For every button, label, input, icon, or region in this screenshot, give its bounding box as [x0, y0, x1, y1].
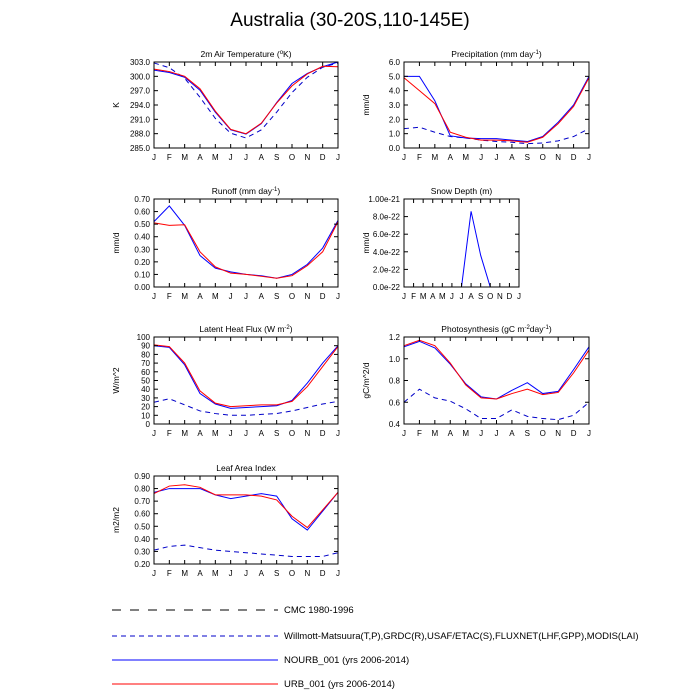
chart-title [216, 463, 276, 473]
y-tick-label: 0.00 [134, 283, 150, 292]
x-tick-label: D [570, 153, 577, 162]
x-tick-label: J [336, 292, 340, 301]
x-tick-label: M [419, 292, 427, 301]
chart-title [199, 324, 292, 334]
x-tick-label: A [447, 153, 453, 162]
y-tick-label: 285.0 [129, 144, 150, 153]
title-part: Leaf Area Index [216, 463, 276, 473]
y-tick-label: 0.40 [134, 534, 150, 544]
x-tick-label: F [416, 429, 422, 438]
x-tick-label: S [524, 153, 531, 162]
x-tick-label: M [438, 292, 446, 301]
x-tick-label: M [462, 429, 470, 438]
y-tick-label: 50 [141, 376, 150, 386]
series-line-fluxnet [404, 389, 589, 419]
x-tick-label: J [244, 292, 248, 301]
x-tick-label: O [288, 569, 296, 578]
x-tick-label: D [319, 153, 326, 162]
x-tick-label: N [496, 292, 503, 301]
page-title: Australia (30-20S,110-145E) [230, 10, 470, 31]
y-tick-label: 1.0 [388, 354, 400, 364]
series-line-willmott-matsuura [154, 63, 338, 138]
x-tick-label: J [152, 569, 156, 578]
x-tick-label: O [539, 429, 546, 438]
x-tick-label: M [181, 292, 189, 301]
title-part: Precipitation (mm day [451, 49, 534, 59]
legend-label: NOURB_001 (yrs 2006-2014) [284, 655, 410, 666]
x-tick-label: S [273, 292, 280, 301]
title-part: Runoff (mm day [211, 186, 273, 196]
chart-gpp [361, 324, 591, 438]
chart-precip [361, 49, 591, 162]
x-tick-label: A [197, 429, 203, 438]
x-tick-label: J [228, 292, 233, 301]
chart-title [212, 186, 281, 196]
y-axis-label: W/m^2 [111, 367, 121, 394]
x-tick-label: J [402, 153, 406, 162]
x-tick-label: A [509, 429, 515, 438]
x-tick-label: M [211, 153, 219, 162]
x-tick-label: F [416, 153, 422, 162]
y-tick-label: 30 [141, 393, 150, 403]
y-tick-label: 0 [145, 420, 150, 429]
title-part: Snow Depth (m) [430, 186, 493, 196]
series-line-urb-001 [154, 485, 338, 528]
x-tick-label: N [304, 429, 311, 438]
title-part: Photosynthesis (gC m [441, 324, 525, 334]
series-group [404, 340, 589, 419]
y-tick-label: 0.70 [134, 195, 150, 204]
x-tick-label: A [509, 153, 515, 162]
y-tick-label: 294.0 [129, 101, 150, 110]
y-axis-label: gC/m^2/d [361, 362, 371, 399]
x-tick-label: S [273, 429, 280, 438]
x-tick-label: F [166, 429, 172, 438]
x-tick-label: J [587, 153, 591, 162]
x-tick-label: F [166, 569, 172, 578]
series-line-nourb-001 [154, 206, 338, 278]
x-tick-label: J [517, 292, 521, 301]
x-tick-label: D [319, 292, 326, 301]
y-tick-label: 0.60 [134, 207, 150, 217]
title-part: K) [283, 49, 292, 59]
plot-frame [404, 337, 589, 424]
chart-snow [361, 186, 521, 301]
x-tick-label: M [211, 429, 219, 438]
y-tick-label: 10 [141, 411, 150, 421]
x-tick-label: J [244, 429, 248, 438]
x-tick-label: S [273, 153, 280, 162]
x-tick-label: F [411, 292, 417, 301]
x-tick-label: J [459, 292, 464, 301]
x-tick-label: J [244, 153, 248, 162]
title-part: ) [289, 324, 293, 334]
x-tick-label: J [228, 569, 233, 578]
y-tick-label: 0.70 [134, 497, 150, 507]
series-line-urb-001 [404, 78, 589, 143]
series-line-urb-001 [404, 340, 589, 399]
y-tick-label: 6.0e-22 [372, 230, 400, 240]
x-tick-label: J [587, 429, 591, 438]
series-group [154, 485, 338, 557]
x-tick-label: O [288, 153, 296, 162]
y-tick-label: 0.0 [388, 144, 400, 153]
plot-frame [154, 199, 338, 287]
y-tick-label: 3.0 [388, 101, 400, 110]
chart-title [431, 186, 493, 196]
y-tick-label: 303.0 [129, 58, 150, 67]
x-tick-label: J [494, 429, 499, 438]
y-axis-label: mm/d [361, 232, 371, 254]
title-superscript: -2 [524, 325, 530, 331]
title-part: ) [538, 49, 542, 59]
title-part: ) [548, 324, 552, 334]
chart-title [441, 324, 552, 334]
y-tick-label: 1.2 [388, 333, 400, 342]
x-tick-label: A [468, 292, 474, 301]
series-line-urb-001 [154, 222, 338, 279]
y-tick-label: 0.30 [134, 245, 150, 255]
x-tick-label: N [304, 153, 311, 162]
x-tick-label: A [258, 153, 265, 162]
x-tick-label: D [319, 429, 326, 438]
x-tick-label: N [555, 429, 562, 438]
y-tick-label: 2.0e-22 [372, 265, 400, 275]
x-tick-label: J [402, 429, 406, 438]
y-tick-label: 0.60 [134, 509, 150, 519]
x-tick-label: J [336, 569, 340, 578]
series-group [154, 62, 338, 138]
y-tick-label: 20 [141, 402, 150, 412]
y-tick-label: 0.8 [388, 376, 400, 386]
plot-frame [404, 62, 589, 148]
x-tick-label: A [197, 153, 203, 162]
title-superscript: o [279, 50, 284, 56]
x-tick-label: N [304, 569, 311, 578]
x-tick-label: M [462, 153, 470, 162]
title-part: ) [277, 186, 281, 196]
y-tick-label: 80 [141, 350, 150, 360]
series-line-nourb-001 [404, 341, 589, 399]
x-tick-label: A [258, 569, 265, 578]
title-superscript: -1 [543, 325, 549, 331]
x-tick-label: J [449, 292, 454, 301]
chart-title [451, 49, 542, 59]
legend-label: URB_001 (yrs 2006-2014) [284, 679, 395, 690]
x-tick-label: J [402, 292, 406, 301]
x-tick-label: M [431, 153, 439, 162]
y-axis-label: m2/m2 [111, 507, 121, 533]
y-tick-label: 291.0 [129, 115, 150, 125]
y-tick-label: 0.50 [134, 522, 150, 532]
y-tick-label: 300.0 [129, 72, 150, 82]
legend-label: Willmott-Matsuura(T,P),GRDC(R),USAF/ETAC(S),FLUXNET(LHF,GPP),MODIS(LAI) [284, 631, 639, 642]
y-tick-label: 8.0e-22 [372, 212, 400, 222]
chart-lai [111, 463, 340, 578]
y-tick-label: 288.0 [129, 129, 150, 139]
chart-lhf [111, 324, 340, 438]
chart-temp [111, 49, 340, 162]
title-part: Latent Heat Flux (W m [199, 324, 285, 334]
series-line-nourb-001 [154, 346, 338, 409]
x-tick-label: F [166, 292, 172, 301]
x-tick-label: A [430, 292, 436, 301]
x-tick-label: O [487, 292, 494, 301]
x-tick-label: J [152, 429, 156, 438]
title-part: 2m Air Temperature ( [200, 49, 280, 59]
x-tick-label: M [211, 569, 219, 578]
y-tick-label: 0.20 [134, 560, 150, 569]
y-tick-label: 40 [141, 385, 150, 395]
title-superscript: -2 [284, 325, 290, 331]
title-part: day [529, 324, 544, 334]
x-tick-label: S [524, 429, 531, 438]
y-tick-label: 0.20 [134, 257, 150, 267]
x-tick-label: J [244, 569, 248, 578]
y-tick-label: 70 [141, 359, 150, 369]
y-tick-label: 297.0 [129, 86, 150, 96]
y-tick-label: 0.4 [388, 420, 400, 429]
x-tick-label: A [258, 429, 265, 438]
y-tick-label: 6.0 [388, 58, 400, 67]
x-tick-label: S [273, 569, 280, 578]
x-tick-label: M [211, 292, 219, 301]
x-tick-label: A [258, 292, 265, 301]
x-tick-label: J [152, 292, 156, 301]
x-tick-label: J [336, 429, 340, 438]
y-tick-label: 0.10 [134, 270, 150, 280]
y-tick-label: 1.0 [388, 129, 400, 139]
plot-frame [404, 199, 519, 287]
x-tick-label: D [570, 429, 577, 438]
x-tick-label: D [506, 292, 513, 301]
plot-frame [154, 337, 338, 424]
x-tick-label: J [494, 153, 499, 162]
x-tick-label: A [197, 569, 203, 578]
x-tick-label: J [479, 429, 484, 438]
y-axis-label: mm/d [111, 232, 121, 254]
x-tick-label: J [228, 153, 233, 162]
x-tick-label: O [539, 153, 546, 162]
title-superscript: -1 [272, 187, 278, 193]
x-tick-label: J [228, 429, 233, 438]
x-tick-label: M [431, 429, 439, 438]
x-tick-label: J [336, 153, 340, 162]
y-tick-label: 4.0e-22 [372, 247, 400, 257]
series-line-nourb-001 [462, 211, 491, 287]
series-group [154, 206, 338, 278]
series-line-modis [154, 545, 338, 556]
y-tick-label: 0.30 [134, 547, 150, 557]
x-tick-label: M [181, 153, 189, 162]
y-tick-label: 0.40 [134, 232, 150, 242]
x-tick-label: J [479, 153, 484, 162]
x-tick-label: N [304, 292, 311, 301]
x-tick-label: A [197, 292, 203, 301]
chart-title [200, 49, 291, 59]
x-tick-label: M [181, 569, 189, 578]
y-tick-label: 5.0 [388, 72, 400, 82]
series-group [462, 211, 491, 287]
y-tick-label: 0.6 [388, 398, 400, 408]
y-tick-label: 2.0 [388, 115, 400, 125]
y-axis-label: K [111, 102, 121, 108]
legend [0, 596, 700, 696]
y-axis-label: mm/d [361, 94, 371, 116]
series-group [154, 345, 338, 415]
chart-runoff [111, 186, 340, 301]
y-tick-label: 0.50 [134, 220, 150, 230]
x-tick-label: D [319, 569, 326, 578]
y-tick-label: 90 [141, 341, 150, 351]
y-tick-label: 1.00e-21 [368, 195, 400, 204]
y-tick-label: 0.90 [134, 472, 150, 481]
series-group [404, 76, 589, 143]
y-tick-label: 60 [141, 367, 150, 377]
series-line-urb-001 [154, 345, 338, 407]
x-tick-label: M [181, 429, 189, 438]
series-line-willmott-matsuura [404, 127, 589, 143]
x-tick-label: A [447, 429, 453, 438]
legend-label: CMC 1980-1996 [284, 605, 354, 616]
title-superscript: -1 [533, 50, 539, 56]
y-tick-label: 0.0e-22 [372, 283, 400, 292]
plot-frame [154, 476, 338, 564]
x-tick-label: F [166, 153, 172, 162]
series-line-nourb-001 [404, 76, 589, 141]
y-tick-label: 100 [136, 333, 150, 342]
x-tick-label: N [555, 153, 562, 162]
x-tick-label: J [152, 153, 156, 162]
x-tick-label: S [477, 292, 484, 301]
y-tick-label: 4.0 [388, 86, 400, 96]
x-tick-label: O [288, 429, 296, 438]
y-tick-label: 0.80 [134, 484, 150, 494]
x-tick-label: O [288, 292, 296, 301]
